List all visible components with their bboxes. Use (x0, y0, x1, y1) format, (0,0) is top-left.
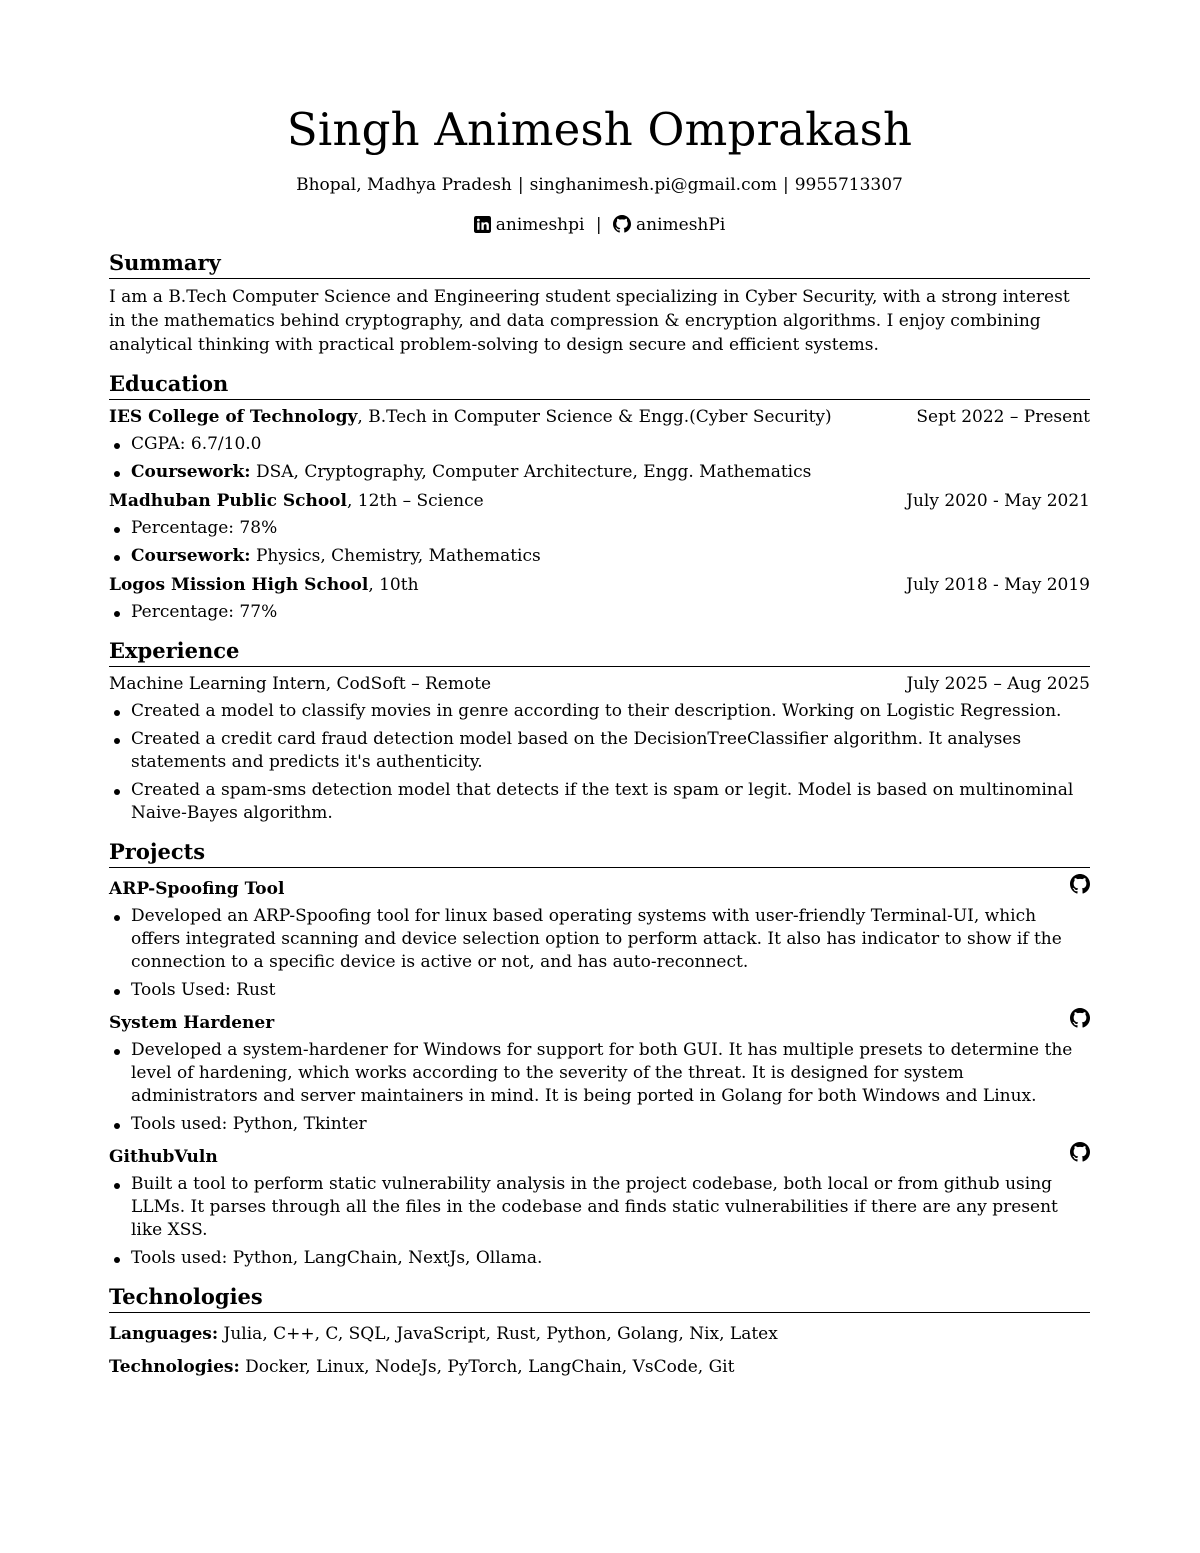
section-title: Education (109, 371, 1090, 400)
experience-section (109, 638, 1090, 825)
date-range: July 2020 - May 2021 (906, 491, 1090, 511)
candidate-name: Singh Animesh Omprakash (286, 103, 913, 156)
list-item: Created a model to classify movies in genre according to their description. Working on Logistic Regression. (109, 700, 1090, 723)
summary-section (109, 250, 1090, 357)
section-title: Projects (109, 839, 1090, 868)
project-entry (109, 1142, 1090, 1270)
school-name: Madhuban Public School (109, 491, 347, 511)
list-item: Tools Used: Rust (109, 979, 1090, 1002)
technologies-row: Technologies: Docker, Linux, NodeJs, PyTorch, LangChain, VsCode, Git (109, 1357, 735, 1377)
separator: | (517, 175, 524, 195)
list-item: Coursework: DSA, Cryptography, Computer Architecture, Engg. Mathematics (109, 461, 1090, 484)
phone-number: 9955713307 (794, 175, 903, 195)
github-icon (1070, 1142, 1090, 1162)
projects-section (109, 839, 1090, 1270)
list-item: Created a spam-sms detection model that detects if the text is spam or legit. Model is based on multinominal Naive-Bayes algorithm. (109, 779, 1090, 825)
date-range: July 2018 - May 2019 (906, 575, 1090, 595)
list-item: Percentage: 77% (109, 601, 1090, 624)
contact-line (109, 174, 1090, 196)
education-entry (109, 406, 1090, 484)
degree: , 10th (368, 575, 419, 595)
section-title: Summary (109, 250, 1090, 279)
list-item: Developed a system-hardener for Windows for support for both GUI. It has multiple presets to determine the level of hardening, which works according to the severity of the threat. It is designed for system administrators and server maintainers in mind. It is being ported in Golang for both Windows and Linux. (109, 1039, 1090, 1108)
list-item: Created a credit card fraud detection model based on the DecisionTreeClassifier algorithm. It analyses statements and predicts it's authenticity. (109, 728, 1090, 774)
github-icon (1070, 1008, 1090, 1028)
date-range: July 2025 – Aug 2025 (906, 674, 1090, 694)
section-title: Experience (109, 638, 1090, 667)
project-name: System Hardener (109, 1013, 275, 1033)
list-item: Tools used: Python, LangChain, NextJs, Ollama. (109, 1247, 1090, 1270)
project-github-link[interactable] (1070, 1142, 1090, 1168)
date-range: Sept 2022 – Present (916, 407, 1090, 427)
resume-page (109, 102, 1090, 1379)
degree: , 12th – Science (346, 491, 484, 511)
project-name: GithubVuln (109, 1147, 218, 1167)
list-item: Coursework: Physics, Chemistry, Mathematics (109, 545, 1090, 568)
company: , CodSoft – Remote (325, 674, 492, 694)
github-handle: animeshPi (636, 215, 726, 235)
project-name: ARP-Spoofing Tool (109, 879, 285, 899)
list-item: Percentage: 78% (109, 517, 1090, 540)
list-item: Built a tool to perform static vulnerability analysis in the project codebase, both local or from github using LLMs. It parses through all the files in the codebase and finds static vulnerabilities if there are any present like XSS. (109, 1173, 1090, 1242)
separator: | (595, 215, 602, 235)
linkedin-icon (474, 216, 491, 233)
technologies-section (109, 1284, 1090, 1379)
job-role: Machine Learning Intern (109, 674, 326, 694)
school-name: Logos Mission High School (109, 575, 369, 595)
education-section (109, 371, 1090, 624)
project-entry (109, 1008, 1090, 1136)
linkedin-handle: animeshpi (495, 215, 585, 235)
education-entry (109, 574, 1090, 624)
project-github-link[interactable] (1070, 874, 1090, 900)
list-item: Tools used: Python, Tkinter (109, 1113, 1090, 1136)
email-link[interactable]: singhanimesh.pi@gmail.com (529, 175, 777, 195)
school-name: IES College of Technology (109, 407, 358, 427)
location: Bhopal, Madhya Pradesh (296, 175, 512, 195)
github-link[interactable] (608, 215, 726, 235)
linkedin-link[interactable] (474, 215, 590, 235)
list-item: CGPA: 6.7/10.0 (109, 433, 1090, 456)
languages-row: Languages: Julia, C++, C, SQL, JavaScript, Rust, Python, Golang, Nix, Latex (109, 1324, 778, 1344)
summary-text: I am a B.Tech Computer Science and Engineering student specializing in Cyber Security, with a strong interest in the mathematics behind cryptography, and data compression & encryption algorithms. I enjoy combining analytical thinking with practical problem-solving to design secure and efficient systems. (109, 287, 1070, 355)
project-entry (109, 874, 1090, 1002)
github-icon (1070, 874, 1090, 894)
degree: , B.Tech in Computer Science & Engg.(Cyber Security) (357, 407, 832, 427)
education-entry (109, 490, 1090, 568)
list-item: Developed an ARP-Spoofing tool for linux based operating systems with user-friendly Terminal-UI, which offers integrated scanning and device selection option to perform attack. It also has indicator to show if the connection to a specific device is active or not, and has auto-reconnect. (109, 905, 1090, 974)
profile-links (109, 214, 1090, 236)
section-title: Technologies (109, 1284, 1090, 1313)
github-icon (613, 215, 631, 233)
separator: | (782, 175, 789, 195)
project-github-link[interactable] (1070, 1008, 1090, 1034)
